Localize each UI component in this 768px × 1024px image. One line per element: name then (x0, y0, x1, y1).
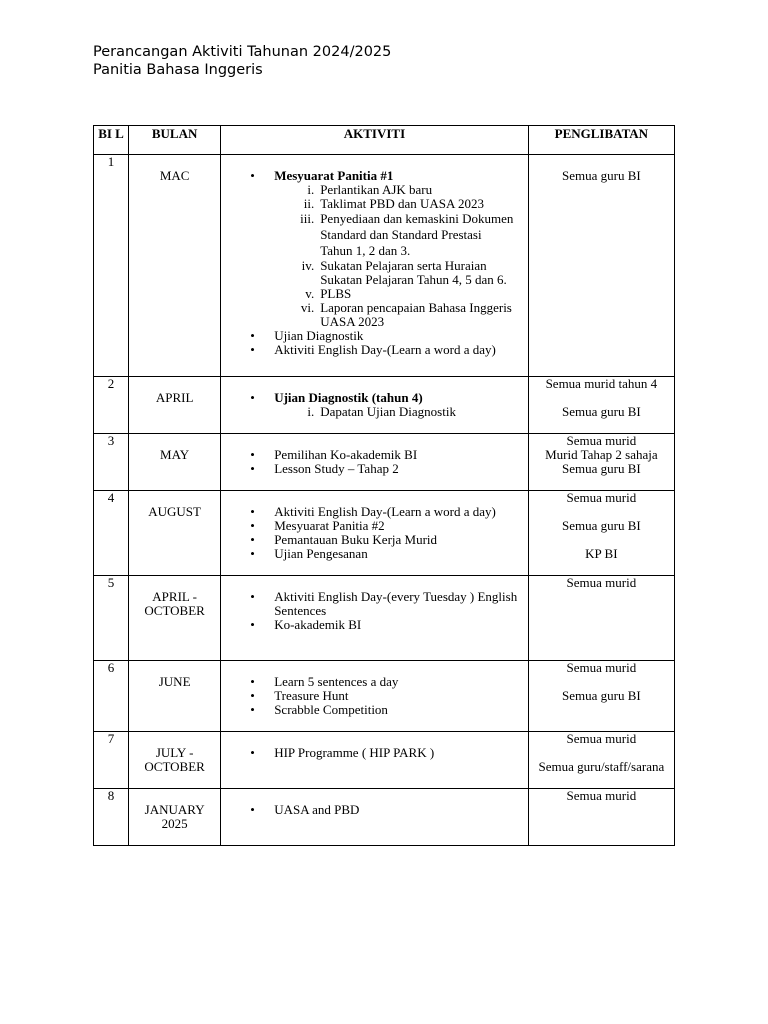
penglibatan-cell (528, 434, 674, 491)
penglibatan-cell (528, 377, 674, 434)
penglibatan-label: Semua murid (566, 660, 637, 675)
penglibatan-label: Semua murid (566, 490, 637, 505)
bil-cell: 3 (94, 434, 129, 491)
activity-list (221, 746, 528, 760)
penglibatan-cell (528, 732, 674, 789)
month-label: APRIL - (152, 589, 197, 604)
document-subtitle: Panitia Bahasa Inggeris (93, 62, 263, 78)
bulan-cell (129, 732, 221, 789)
sub-activity-text: PLBS (320, 286, 352, 301)
activity-text: Scrabble Competition (274, 702, 388, 717)
activity-text: Ujian Diagnostik (tahun 4) (274, 390, 423, 405)
sub-activity-item (221, 405, 522, 419)
activity-item (221, 462, 528, 476)
sub-activity-text: Dapatan Ujian Diagnostik (320, 404, 456, 419)
activity-item (221, 618, 528, 632)
table-row (94, 491, 675, 576)
sub-activity-number: i. (307, 182, 315, 197)
aktiviti-cell (221, 155, 529, 377)
aktiviti-cell (221, 491, 529, 576)
penglibatan-label: Semua guru BI (562, 168, 641, 183)
activity-text: Pemilihan Ko-akademik BI (274, 447, 418, 462)
activity-item (221, 703, 528, 717)
penglibatan-label: KP BI (585, 546, 618, 561)
penglibatan-spacer (529, 675, 674, 689)
penglibatan-label: Semua murid tahun 4 (545, 376, 658, 391)
activity-text: Lesson Study – Tahap 2 (274, 461, 399, 476)
sub-activity-number: v. (305, 286, 315, 301)
activity-text: Mesyuarat Panitia #2 (274, 518, 385, 533)
month-label: OCTOBER (144, 603, 205, 618)
activity-text: UASA and PBD (274, 802, 360, 817)
sub-activity-number: iv. (301, 258, 315, 273)
bulan-cell (129, 576, 221, 661)
sub-activity-text: Perlantikan AJK baru (320, 182, 433, 197)
activity-list (221, 169, 528, 357)
activity-text: Aktiviti English Day-(every Tuesday ) English Sentences (274, 589, 518, 618)
sub-activity-item (221, 197, 522, 211)
table-row (94, 377, 675, 434)
table-row (94, 576, 675, 661)
activity-item (221, 343, 528, 357)
bil-cell: 1 (94, 155, 129, 377)
table-header-row (94, 126, 675, 155)
bil-cell: 4 (94, 491, 129, 576)
activity-item (221, 689, 528, 703)
aktiviti-cell (221, 377, 529, 434)
column-header-penglibatan: PENGLIBATAN (528, 126, 674, 155)
activity-list (221, 505, 528, 561)
sub-activity-list (221, 405, 522, 419)
penglibatan-cell (528, 155, 674, 377)
month-label: JANUARY (144, 802, 205, 817)
bulan-cell (129, 491, 221, 576)
sub-activity-list (221, 183, 522, 329)
column-header-bil: BI L (94, 126, 129, 155)
penglibatan-label: Semua guru BI (562, 404, 641, 419)
bulan-cell (129, 155, 221, 377)
sub-activity-number: iii. (300, 211, 315, 226)
activity-item (221, 533, 528, 547)
activity-item (221, 803, 528, 817)
activity-item (221, 169, 528, 329)
penglibatan-label: Semua murid (566, 575, 637, 590)
activity-item (221, 448, 528, 462)
table-row (94, 661, 675, 732)
bil-cell: 8 (94, 789, 129, 846)
sub-activity-item (221, 301, 522, 329)
sub-activity-text: Penyediaan dan kemaskini Dokumen Standard dan Standard Prestasi Tahun 1, 2 dan 3. (320, 211, 514, 258)
penglibatan-label: Murid Tahap 2 sahaja (545, 447, 658, 462)
table-row (94, 732, 675, 789)
activity-text: Treasure Hunt (274, 688, 349, 703)
activity-list (221, 448, 528, 476)
penglibatan-cell (528, 661, 674, 732)
activity-item (221, 505, 528, 519)
penglibatan-label: Semua murid (566, 731, 637, 746)
bulan-cell (129, 661, 221, 732)
penglibatan-cell (528, 789, 674, 846)
month-label: APRIL (155, 390, 194, 405)
activity-text: Ko-akademik BI (274, 617, 362, 632)
activity-text: Aktiviti English Day-(Learn a word a day) (274, 342, 496, 357)
activity-list (221, 803, 528, 817)
bulan-cell (129, 377, 221, 434)
sub-activity-number: i. (307, 404, 315, 419)
activity-text: Aktiviti English Day-(Learn a word a day) (274, 504, 496, 519)
activity-item (221, 391, 528, 419)
penglibatan-label: Semua murid (566, 433, 637, 448)
month-label: MAY (160, 447, 190, 462)
document-header (93, 43, 391, 79)
activity-item (221, 547, 528, 561)
month-label: MAC (159, 168, 190, 183)
penglibatan-label: Semua guru BI (562, 688, 641, 703)
aktiviti-cell (221, 434, 529, 491)
sub-activity-number: vi. (300, 300, 315, 315)
activity-text: Ujian Pengesanan (274, 546, 368, 561)
bil-cell: 5 (94, 576, 129, 661)
bil-cell: 6 (94, 661, 129, 732)
activity-plan-table (93, 125, 675, 846)
activity-text: Ujian Diagnostik (274, 328, 364, 343)
penglibatan-spacer (529, 746, 674, 760)
activity-text: Learn 5 sentences a day (274, 674, 399, 689)
bil-cell: 2 (94, 377, 129, 434)
month-label: OCTOBER (144, 759, 205, 774)
activity-item (221, 746, 528, 760)
aktiviti-cell (221, 732, 529, 789)
activity-text: Mesyuarat Panitia #1 (274, 168, 394, 183)
month-label: JUNE (158, 674, 191, 689)
activity-list (221, 391, 528, 419)
penglibatan-cell (528, 576, 674, 661)
sub-activity-item (221, 287, 522, 301)
sub-activity-text: Sukatan Pelajaran serta Huraian Sukatan Pelajaran Tahun 4, 5 dan 6. (320, 258, 507, 287)
column-header-aktiviti: AKTIVITI (221, 126, 529, 155)
penglibatan-label: Semua murid (566, 788, 637, 803)
activity-item (221, 519, 528, 533)
aktiviti-cell (221, 661, 529, 732)
activity-text: Pemantauan Buku Kerja Murid (274, 532, 438, 547)
sub-activity-item (221, 183, 522, 197)
activity-item (221, 675, 528, 689)
table-row (94, 434, 675, 491)
aktiviti-cell (221, 789, 529, 846)
sub-activity-text: Taklimat PBD dan UASA 2023 (320, 196, 484, 211)
table-body (94, 155, 675, 846)
penglibatan-cell (528, 491, 674, 576)
activity-list (221, 675, 528, 717)
bil-cell: 7 (94, 732, 129, 789)
penglibatan-spacer (529, 391, 674, 405)
document-title: Perancangan Aktiviti Tahunan 2024/2025 (93, 44, 392, 60)
activity-list (221, 590, 528, 632)
penglibatan-spacer (529, 505, 674, 519)
sub-activity-number: ii. (303, 196, 315, 211)
month-label: 2025 (161, 816, 188, 831)
sub-activity-text: Laporan pencapaian Bahasa Inggeris UASA 2023 (320, 300, 512, 329)
month-label: AUGUST (148, 504, 201, 519)
activity-item (221, 329, 528, 343)
penglibatan-label: Semua guru/staff/sarana (538, 759, 665, 774)
bulan-cell (129, 789, 221, 846)
table-row (94, 789, 675, 846)
activity-text: HIP Programme ( HIP PARK ) (274, 745, 435, 760)
penglibatan-label: Semua guru BI (562, 518, 641, 533)
month-label: JULY - (155, 745, 194, 760)
penglibatan-spacer (529, 533, 674, 547)
penglibatan-spacer (529, 155, 674, 169)
table-row (94, 155, 675, 377)
aktiviti-cell (221, 576, 529, 661)
sub-activity-item (221, 211, 522, 259)
activity-item (221, 590, 528, 618)
column-header-bulan: BULAN (129, 126, 221, 155)
sub-activity-item (221, 259, 522, 287)
bulan-cell (129, 434, 221, 491)
penglibatan-label: Semua guru BI (562, 461, 641, 476)
